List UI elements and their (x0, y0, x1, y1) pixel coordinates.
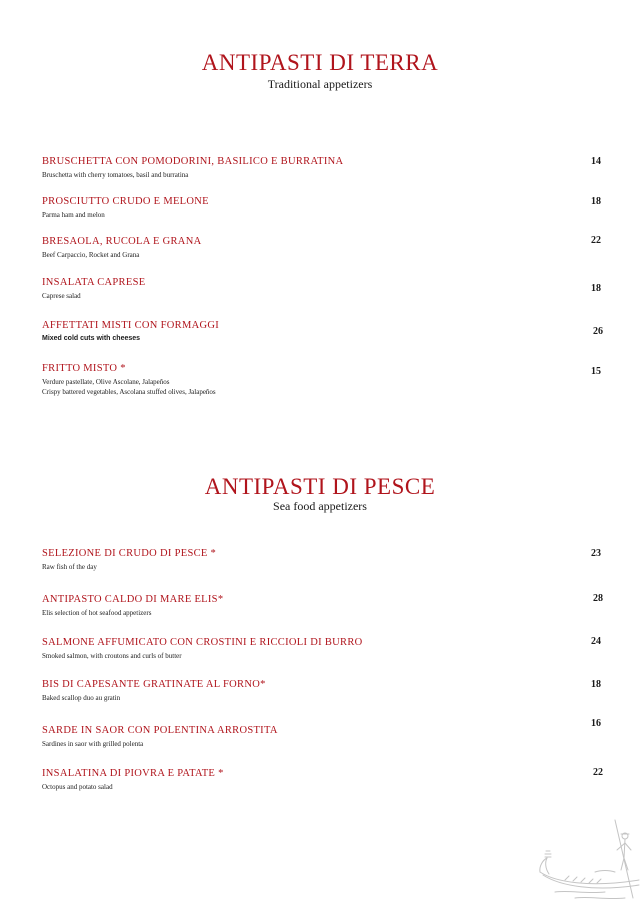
item-price: 28 (593, 593, 603, 604)
item-name: PROSCIUTTO CRUDO E MELONE (42, 196, 209, 207)
item-description: Sardines in saor with grilled polenta (42, 740, 144, 748)
item-description: Verdure pastellate, Olive Ascolane, Jalapeños (42, 378, 170, 386)
item-description: Elis selection of hot seafood appetizers (42, 609, 152, 617)
section-subtitle-terra: Traditional appetizers (267, 77, 373, 91)
item-name: FRITTO MISTO * (42, 363, 126, 374)
item-description: Octopus and potato salad (42, 783, 113, 791)
item-description: Baked scallop duo au gratin (42, 694, 121, 702)
item-name: BRUSCHETTA CON POMODORINI, BASILICO E BURRATINA (42, 156, 344, 167)
item-description: Raw fish of the day (42, 563, 97, 571)
item-description: Parma ham and melon (42, 211, 105, 219)
menu-item (42, 277, 604, 300)
menu-item (42, 768, 604, 791)
section-title-terra: ANTIPASTI DI TERRA (201, 50, 439, 75)
item-price: 23 (591, 548, 601, 559)
item-price: 18 (591, 283, 601, 294)
menu-item (42, 363, 604, 396)
item-description-en: Crispy battered vegetables, Ascolana stuffed olives, Jalapeños (42, 388, 216, 396)
gondola-sketch-icon (535, 810, 640, 905)
item-name: BRESAOLA, RUCOLA E GRANA (42, 236, 202, 247)
menu-item (42, 679, 604, 702)
item-name: AFFETTATI MISTI CON FORMAGGI (42, 320, 220, 331)
item-price: 26 (593, 326, 603, 337)
item-price: 18 (591, 679, 601, 690)
item-name: SARDE IN SAOR CON POLENTINA ARROSTITA (42, 725, 278, 736)
menu-item (42, 548, 604, 571)
section-title-pesce: ANTIPASTI DI PESCE (204, 474, 436, 499)
item-name: ANTIPASTO CALDO DI MARE ELIS* (42, 594, 224, 605)
item-name: INSALATINA DI PIOVRA E PATATE * (42, 768, 224, 779)
item-name: INSALATA CAPRESE (42, 277, 146, 288)
menu-item (42, 156, 604, 179)
item-name: SELEZIONE DI CRUDO DI PESCE * (42, 548, 217, 559)
item-name: SALMONE AFFUMICATO CON CROSTINI E RICCIOLI DI BURRO (42, 637, 363, 648)
item-name: BIS DI CAPESANTE GRATINATE AL FORNO* (42, 679, 266, 690)
item-description: Caprese salad (42, 292, 81, 300)
menu-item (42, 320, 604, 342)
item-price: 22 (591, 235, 601, 246)
item-description: Bruschetta with cherry tomatoes, basil and burratina (42, 171, 189, 179)
menu-item (42, 594, 604, 617)
item-price: 15 (591, 366, 601, 377)
item-price: 16 (591, 718, 601, 729)
menu-item (42, 236, 604, 259)
menu-item (42, 637, 604, 660)
section-subtitle-pesce: Sea food appetizers (273, 499, 367, 513)
item-price: 14 (591, 156, 601, 167)
menu-item (42, 196, 604, 219)
item-description: Beef Carpaccio, Rocket and Grana (42, 251, 140, 259)
item-price: 18 (591, 196, 601, 207)
item-description: Smoked salmon, with croutons and curls of butter (42, 652, 182, 660)
item-description: Mixed cold cuts with cheeses (42, 335, 141, 342)
item-price: 22 (593, 767, 603, 778)
menu-item (42, 725, 604, 748)
item-price: 24 (591, 636, 601, 647)
